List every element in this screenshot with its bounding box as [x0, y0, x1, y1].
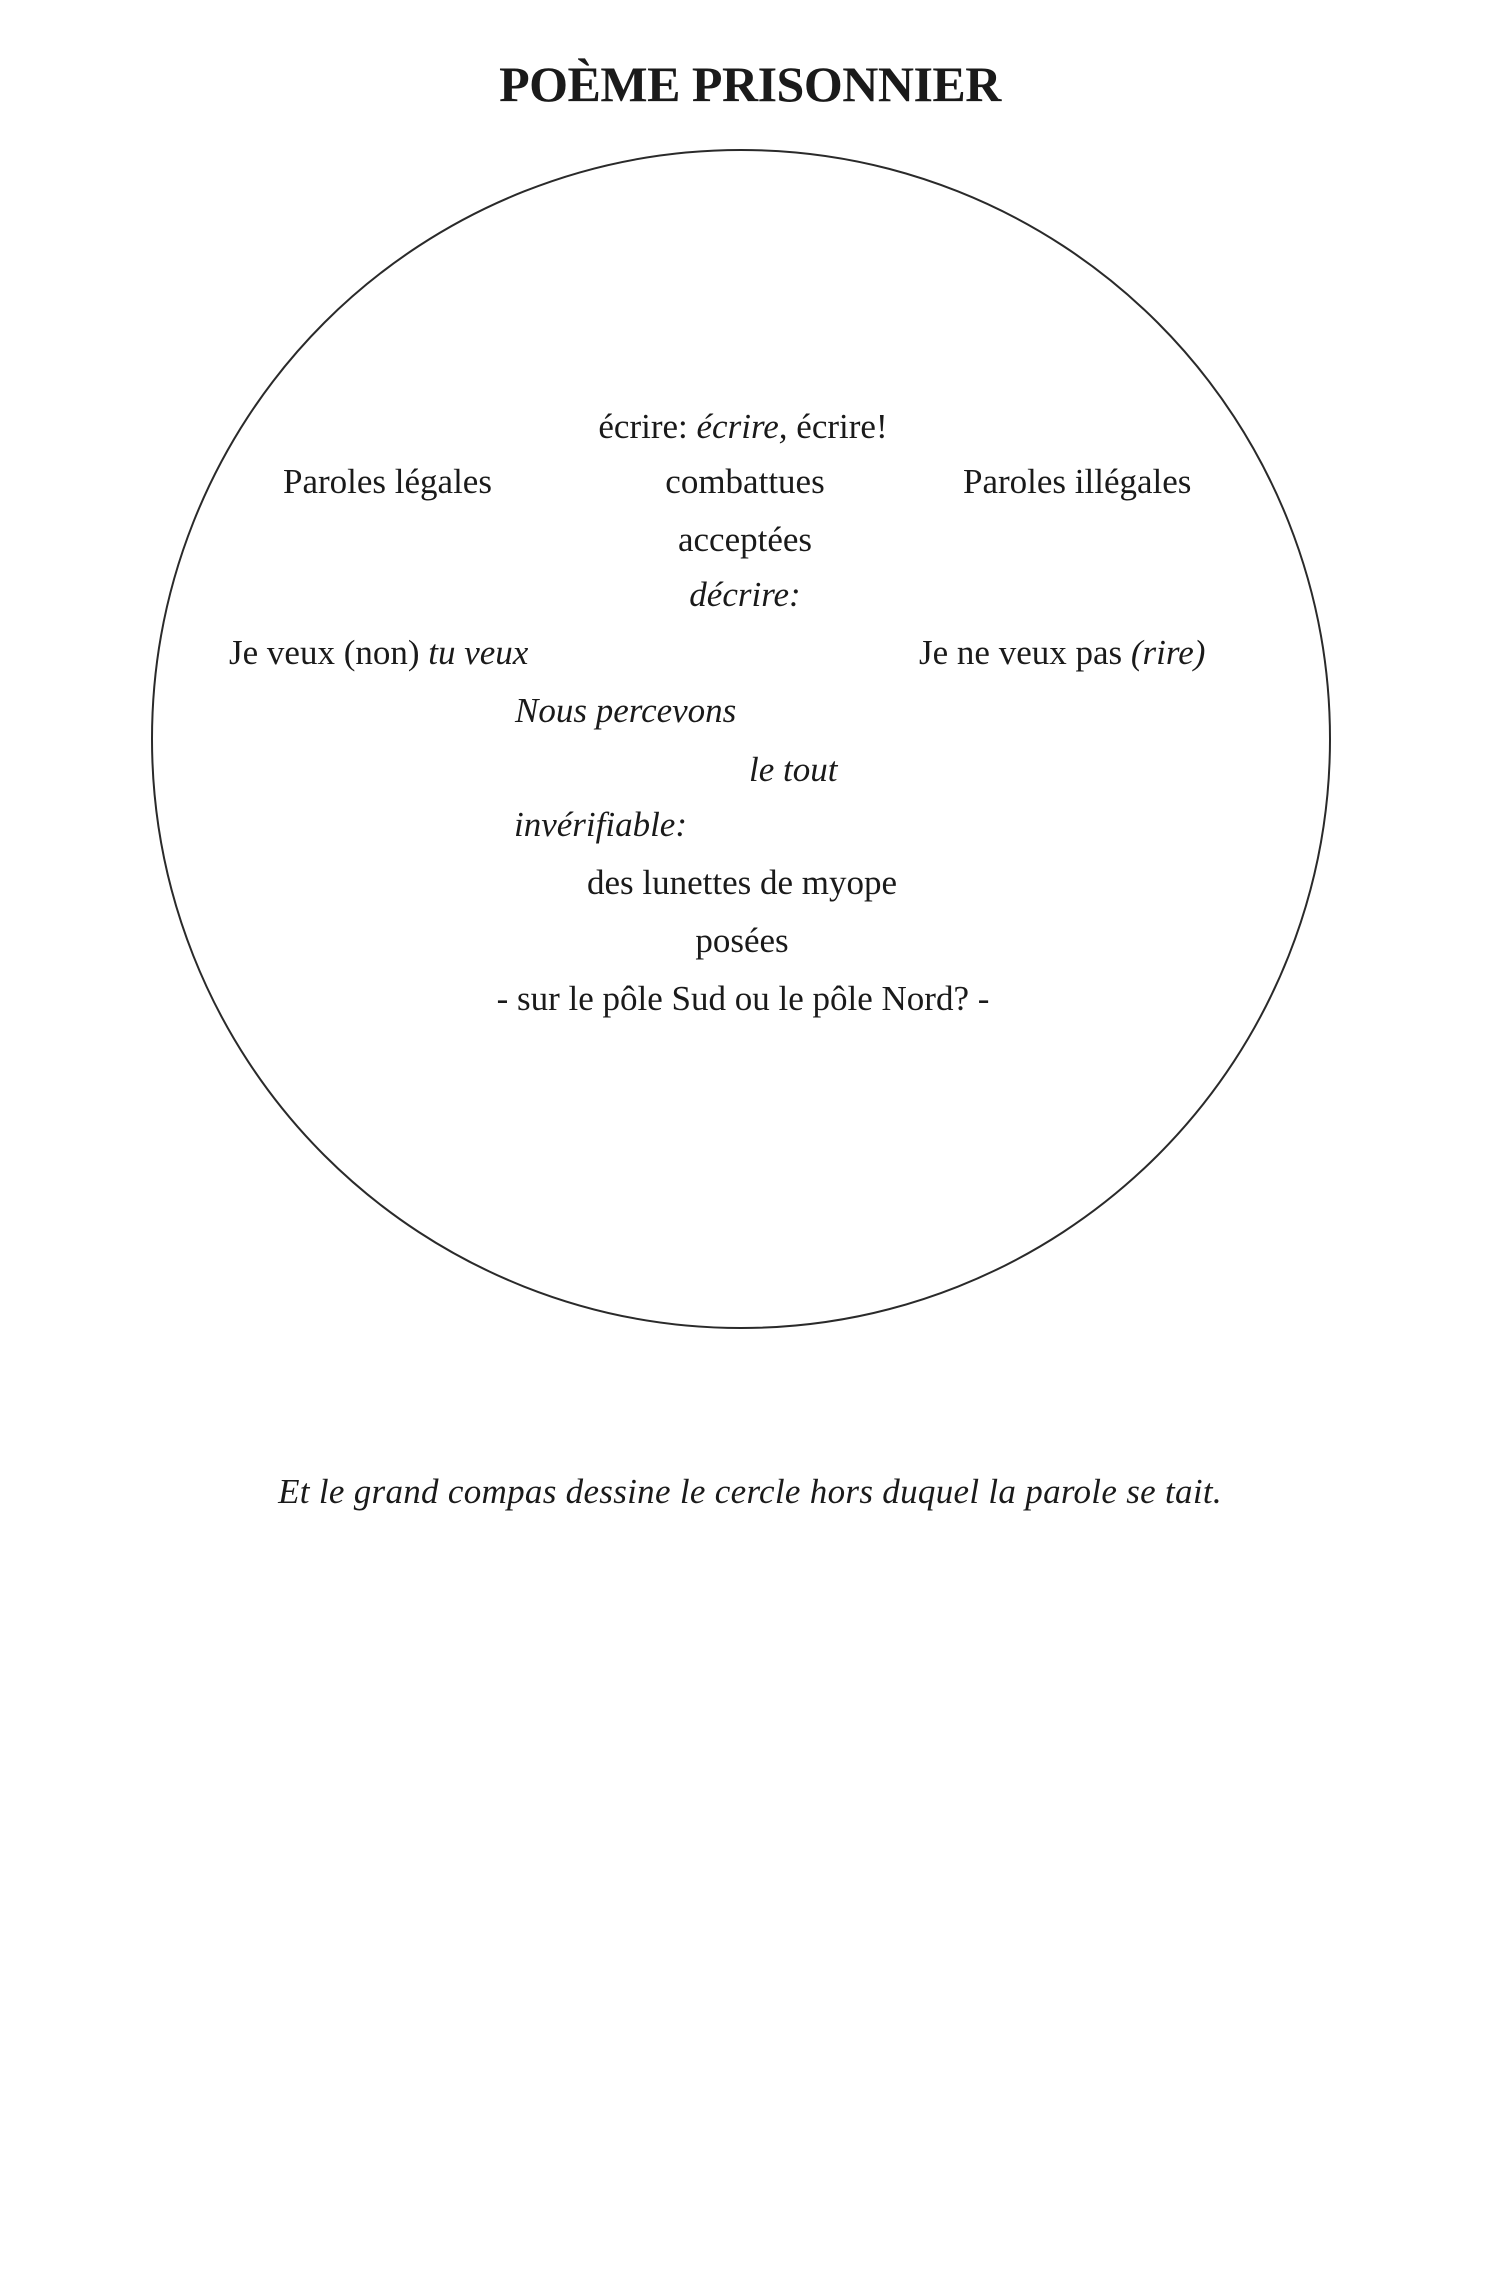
line-lunettes: des lunettes de myope: [586, 863, 898, 902]
line-paroles-legales: Paroles légales: [283, 462, 492, 501]
footer-line: Et le grand compas dessine le cercle hors duquel la parole se tait.: [278, 1472, 1222, 1511]
line-posees: posées: [695, 921, 789, 960]
line-acceptees: acceptées: [677, 520, 813, 559]
line-je-veux: Je veux (non) tu veux: [229, 633, 529, 672]
line-le-tout: le tout: [749, 750, 838, 789]
line-paroles-illegales: Paroles illégales: [963, 462, 1192, 501]
line-decrire: décrire:: [689, 575, 801, 614]
poem-title: POÈME PRISONNIER: [499, 56, 1001, 112]
line-je-ne-veux-pas: Je ne veux pas (rire): [919, 633, 1206, 672]
line-ecrire: écrire: écrire, écrire!: [598, 407, 888, 446]
line-combattues: combattues: [665, 462, 825, 501]
line-inverifiable: invérifiable:: [514, 805, 688, 844]
line-nous-percevons: Nous percevons: [515, 691, 737, 730]
line-poles: - sur le pôle Sud ou le pôle Nord? -: [496, 979, 990, 1018]
